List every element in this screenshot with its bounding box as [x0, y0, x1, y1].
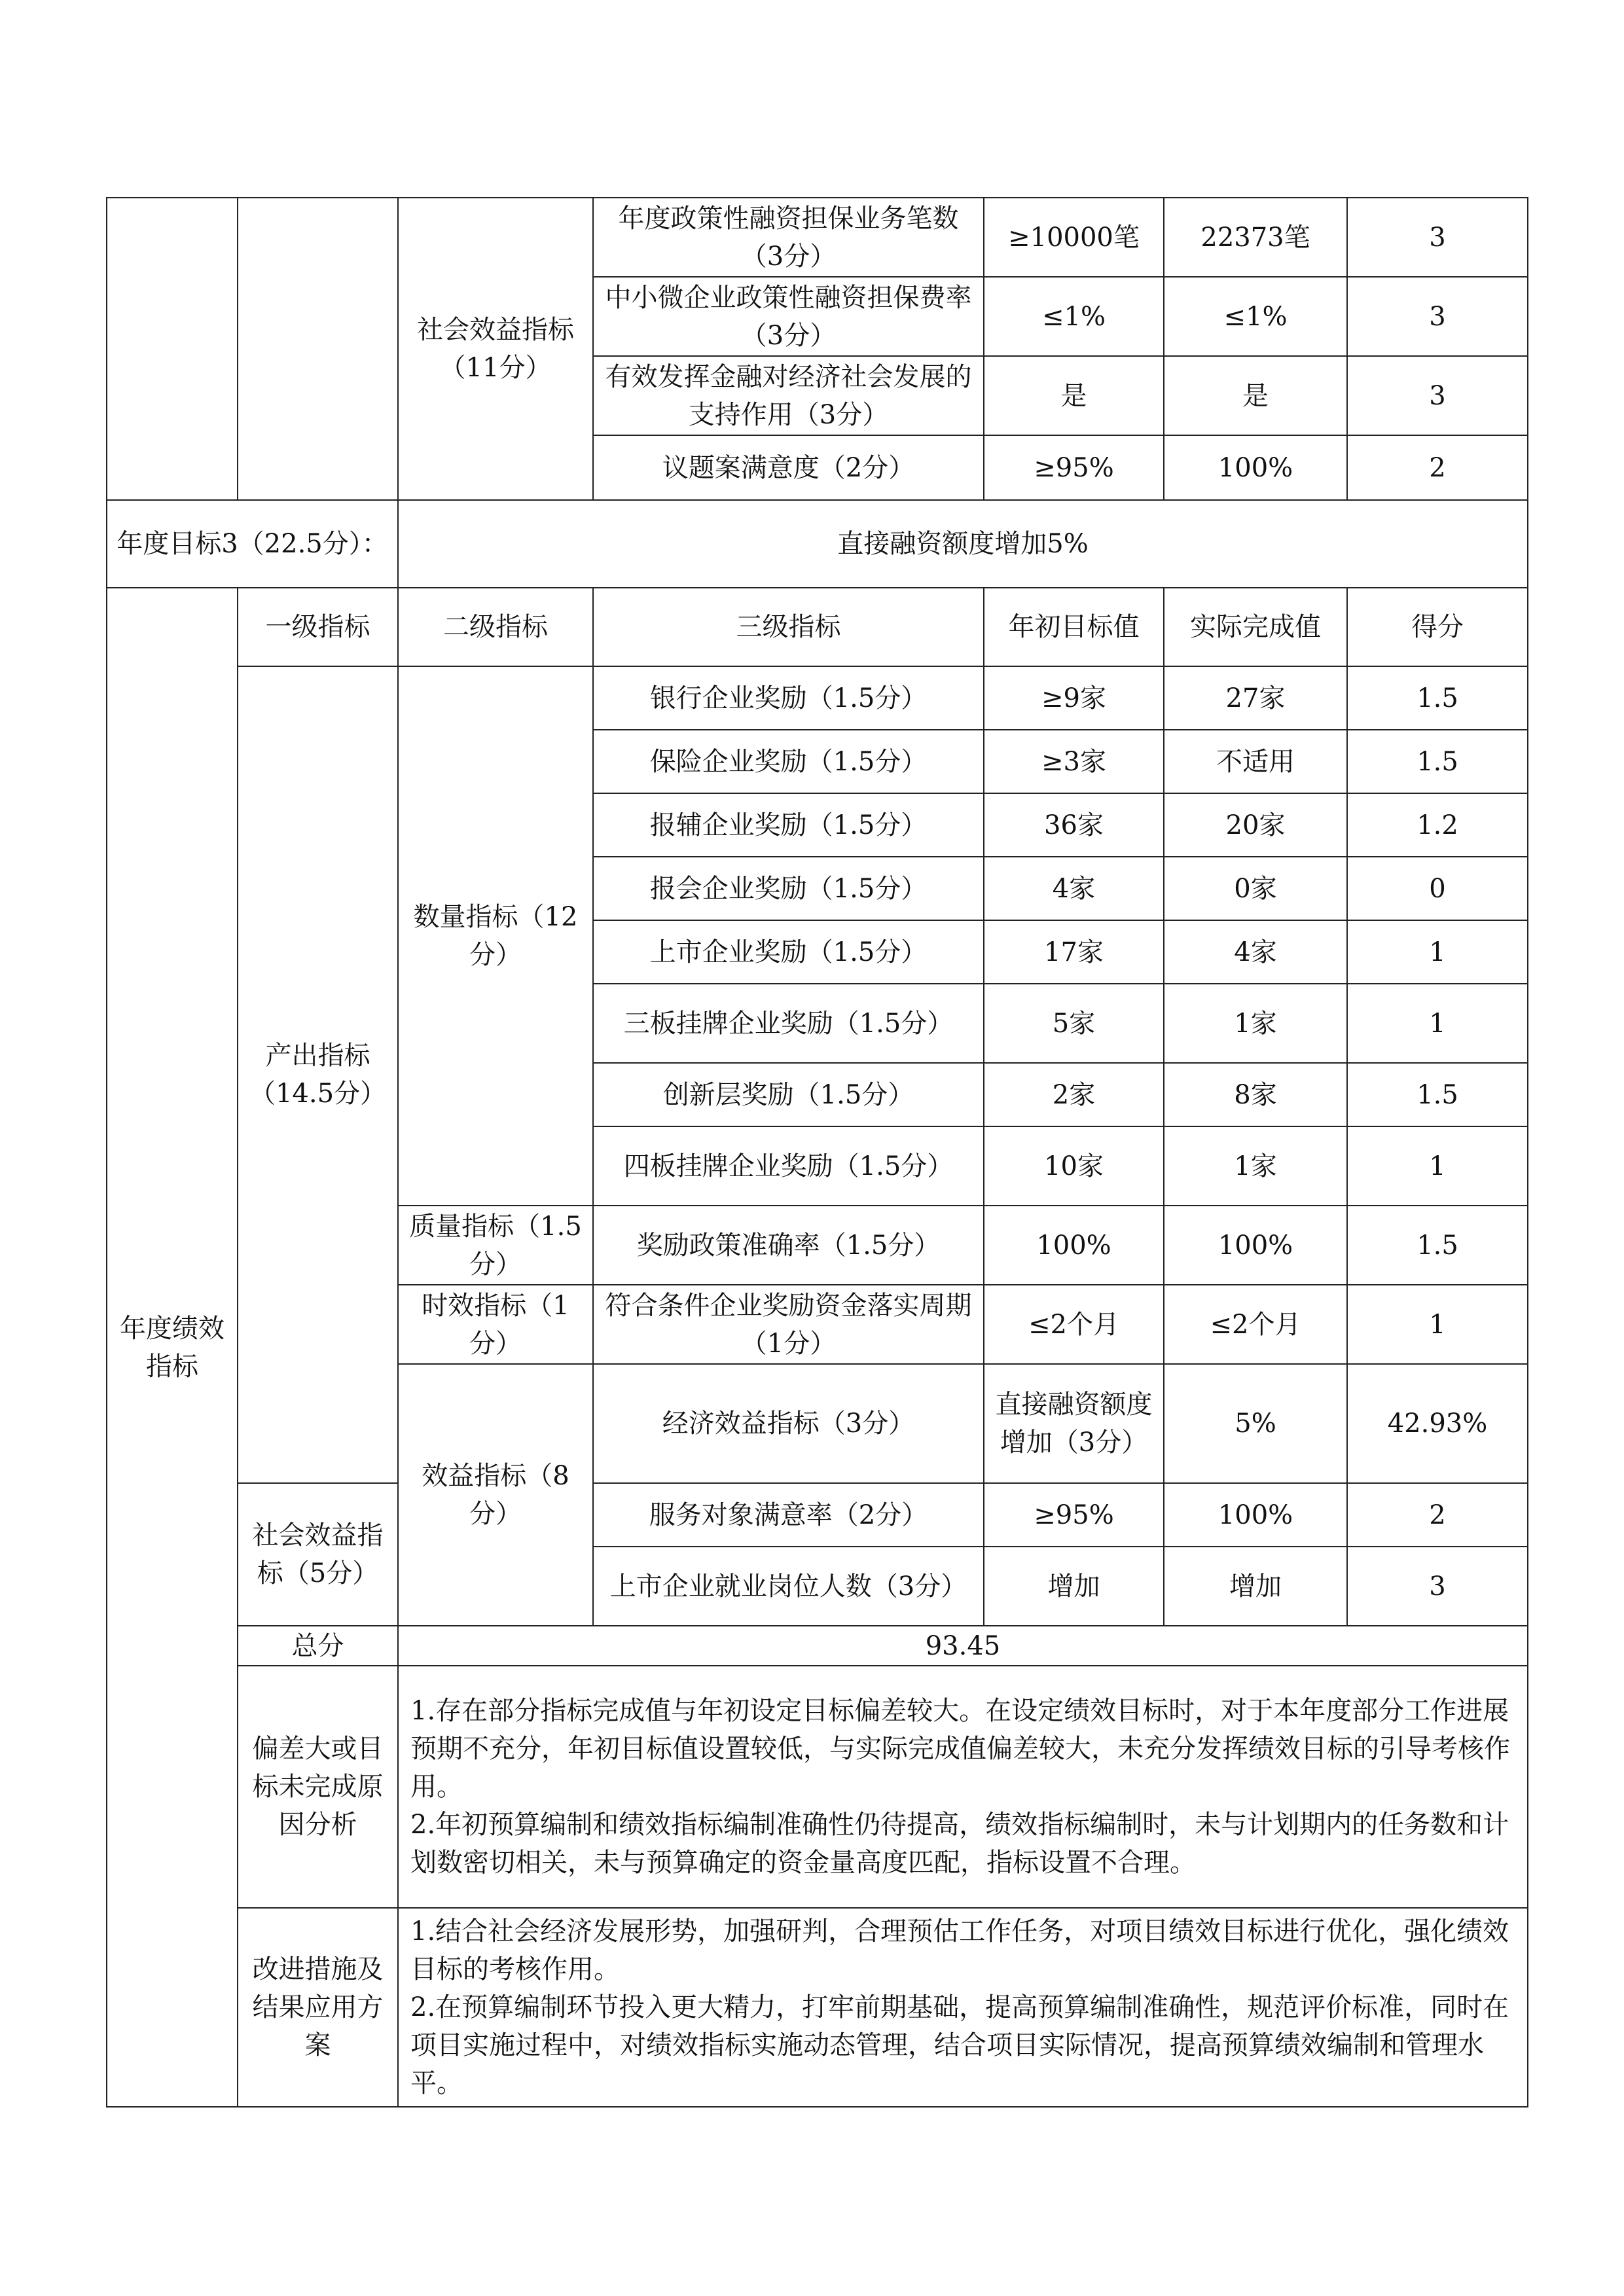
score: 1.5: [1347, 1063, 1528, 1126]
score: 1.5: [1347, 1206, 1528, 1285]
actual-value: ≤1%: [1164, 277, 1347, 356]
target-value: 4家: [984, 857, 1164, 920]
improvement-label: 改进措施及结果应用方案: [238, 1908, 398, 2107]
tertiary-indicator: 奖励政策准确率（1.5分）: [593, 1206, 984, 1285]
actual-value: 22373笔: [1164, 198, 1347, 277]
column-header: 年初目标值: [984, 588, 1164, 666]
deviation-content: [398, 1666, 1528, 1908]
improvement-paragraph: 1.结合社会经济发展形势，加强研判，合理预估工作任务，对项目绩效目标进行优化，强化绩效目标的考核作用。: [410, 1916, 1509, 1984]
improvement-row: [107, 1908, 1528, 2107]
score: 1: [1347, 1126, 1528, 1206]
actual-value: 不适用: [1164, 730, 1347, 793]
total-value: 93.45: [398, 1626, 1528, 1666]
tertiary-indicator: 报辅企业奖励（1.5分）: [593, 793, 984, 857]
score: 2: [1347, 1483, 1528, 1547]
target-value: ≥9家: [984, 666, 1164, 730]
target-value: ≥95%: [984, 1483, 1164, 1547]
deviation-paragraph: 1.存在部分指标完成值与年初设定目标偏差较大。在设定绩效目标时，对于本年度部分工作进展预期不充分，年初目标值设置较低，与实际完成值偏差较大，未充分发挥绩效目标的引导考核作用。: [410, 1696, 1510, 1802]
tertiary-indicator: 银行企业奖励（1.5分）: [593, 666, 984, 730]
improvement-content: [398, 1908, 1528, 2107]
target-value: 100%: [984, 1206, 1164, 1285]
secondary-indicator-label: 经济效益指标（3分）: [593, 1364, 984, 1483]
actual-value: 8家: [1164, 1063, 1347, 1126]
column-header: 一级指标: [238, 588, 398, 666]
actual-value: 20家: [1164, 793, 1347, 857]
score: 1.5: [1347, 666, 1528, 730]
score: 3: [1347, 277, 1528, 356]
tertiary-indicator: 上市企业就业岗位人数（3分）: [593, 1547, 984, 1626]
score: 3: [1347, 198, 1528, 277]
table-row: [107, 198, 1528, 277]
column-header: 三级指标: [593, 588, 984, 666]
tertiary-indicator: 服务对象满意率（2分）: [593, 1483, 984, 1547]
table-row: [107, 666, 1528, 730]
column-header: 得分: [1347, 588, 1528, 666]
deviation-row: [107, 1666, 1528, 1908]
tertiary-indicator: 三板挂牌企业奖励（1.5分）: [593, 984, 984, 1063]
tertiary-indicator: 四板挂牌企业奖励（1.5分）: [593, 1126, 984, 1206]
score: 1: [1347, 1285, 1528, 1364]
target-value: ≥95%: [984, 435, 1164, 500]
deviation-paragraph: 2.年初预算编制和绩效指标编制准确性仍待提高，绩效指标编制时，未与计划期内的任务数和计划数密切相关，未与预算确定的资金量高度匹配，指标设置不合理。: [410, 1810, 1509, 1878]
primary-indicator-label: 效益指标（8分）: [398, 1364, 593, 1626]
improvement-paragraph: 2.在预算编制环节投入更大精力，打牢前期基础，提高预算编制准确性，规范评价标准，同时在项目实施过程中，对绩效指标实施动态管理，结合项目实际情况，提高预算绩效编制和管理水平。: [410, 1992, 1509, 2098]
actual-value: 100%: [1164, 435, 1347, 500]
deviation-label: 偏差大或目标未完成原因分析: [238, 1666, 398, 1908]
score: 1.2: [1347, 793, 1528, 857]
actual-value: 1家: [1164, 984, 1347, 1063]
secondary-indicator-label: 社会效益指标（11分）: [398, 198, 593, 500]
score: 1: [1347, 984, 1528, 1063]
tertiary-indicator: 符合条件企业奖励资金落实周期（1分）: [593, 1285, 984, 1364]
target-value: ≥3家: [984, 730, 1164, 793]
score: 1: [1347, 920, 1528, 984]
header-row: [107, 588, 1528, 666]
tertiary-indicator: 保险企业奖励（1.5分）: [593, 730, 984, 793]
target-value: 5家: [984, 984, 1164, 1063]
actual-value: ≤2个月: [1164, 1285, 1347, 1364]
target-value: 增加: [984, 1547, 1164, 1626]
secondary-indicator-label: 时效指标（1分）: [398, 1285, 593, 1364]
target-value: ≤1%: [984, 277, 1164, 356]
target-value: 是: [984, 356, 1164, 435]
secondary-indicator-label: 质量指标（1.5分）: [398, 1206, 593, 1285]
actual-value: 100%: [1164, 1483, 1347, 1547]
empty-cell: [107, 198, 238, 500]
performance-table: [106, 197, 1528, 2108]
actual-value: 是: [1164, 356, 1347, 435]
score: 1.5: [1347, 730, 1528, 793]
tertiary-indicator: 年度政策性融资担保业务笔数（3分）: [593, 198, 984, 277]
tertiary-indicator: 议题案满意度（2分）: [593, 435, 984, 500]
secondary-indicator-label: 社会效益指标（5分）: [238, 1483, 398, 1626]
table-row: [107, 1483, 1528, 1547]
tertiary-indicator: 上市企业奖励（1.5分）: [593, 920, 984, 984]
tertiary-indicator: 报会企业奖励（1.5分）: [593, 857, 984, 920]
target-value: ≤2个月: [984, 1285, 1164, 1364]
actual-value: 1家: [1164, 1126, 1347, 1206]
score: 3: [1347, 1547, 1528, 1626]
column-header: 实际完成值: [1164, 588, 1347, 666]
section-label: 年度绩效指标: [107, 588, 238, 2107]
secondary-indicator-label: 数量指标（12分）: [398, 666, 593, 1206]
empty-cell: [238, 198, 398, 500]
goal-content: 直接融资额度增加5%: [398, 500, 1528, 588]
actual-value: 4家: [1164, 920, 1347, 984]
primary-indicator-label: 产出指标（14.5分）: [238, 666, 398, 1483]
total-row: [107, 1626, 1528, 1666]
target-value: 10家: [984, 1126, 1164, 1206]
tertiary-indicator: 有效发挥金融对经济社会发展的支持作用（3分）: [593, 356, 984, 435]
goal-label: 年度目标3（22.5分）：: [107, 500, 398, 588]
column-header: 二级指标: [398, 588, 593, 666]
actual-value: 100%: [1164, 1206, 1347, 1285]
total-label: 总分: [238, 1626, 398, 1666]
actual-value: 42.93%: [1347, 1364, 1528, 1483]
target-value: 36家: [984, 793, 1164, 857]
tertiary-indicator: 直接融资额度增加（3分）: [984, 1364, 1164, 1483]
score: 2: [1347, 435, 1528, 500]
score: 0: [1347, 857, 1528, 920]
goal-row: [107, 500, 1528, 588]
target-value: 17家: [984, 920, 1164, 984]
actual-value: 增加: [1164, 1547, 1347, 1626]
target-value: 5%: [1164, 1364, 1347, 1483]
target-value: 2家: [984, 1063, 1164, 1126]
score: 3: [1347, 356, 1528, 435]
actual-value: 0家: [1164, 857, 1347, 920]
target-value: ≥10000笔: [984, 198, 1164, 277]
actual-value: 27家: [1164, 666, 1347, 730]
tertiary-indicator: 中小微企业政策性融资担保费率（3分）: [593, 277, 984, 356]
tertiary-indicator: 创新层奖励（1.5分）: [593, 1063, 984, 1126]
